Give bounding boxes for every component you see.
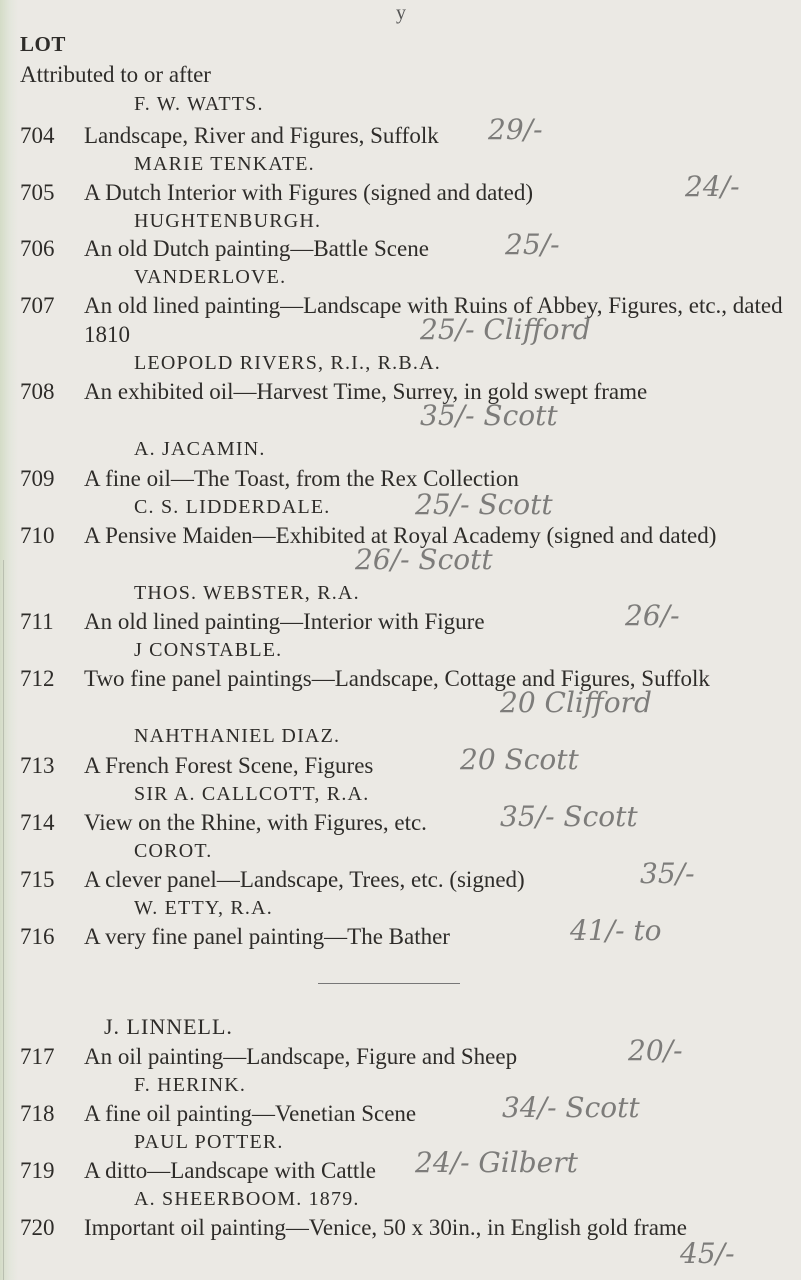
lot-description: An old lined painting—Landscape with Ruins of Abbey, Figures, etc., dated 1810 bbox=[84, 293, 783, 347]
lot-number: 719 bbox=[20, 1158, 55, 1183]
left-page-edge bbox=[0, 0, 18, 1280]
lot-number: 714 bbox=[20, 810, 55, 835]
handwritten-price: 24/- Gilbert bbox=[415, 1146, 578, 1179]
lot-artist: C. S. LIDDERDALE. bbox=[134, 496, 331, 518]
lot-number: 708 bbox=[20, 379, 55, 404]
lot-description: View on the Rhine, with Figures, etc. bbox=[84, 810, 427, 835]
lot-description: A Pensive Maiden—Exhibited at Royal Academy (signed and dated) bbox=[84, 523, 717, 548]
lot-number: 705 bbox=[20, 180, 55, 205]
handwritten-price: 41/- to bbox=[570, 914, 662, 947]
lot-number: 712 bbox=[20, 666, 55, 691]
lot-description: A clever panel—Landscape, Trees, etc. (signed) bbox=[84, 867, 525, 892]
page-mark: y bbox=[396, 2, 406, 24]
lot-number: 715 bbox=[20, 867, 55, 892]
lot-heading: LOT bbox=[20, 32, 66, 56]
handwritten-price: 35/- Scott bbox=[500, 800, 638, 833]
lot-artist: COROT. bbox=[134, 840, 213, 862]
lot-artist: THOS. WEBSTER, R.A. bbox=[134, 582, 360, 604]
lot-description: Landscape, River and Figures, Suffolk bbox=[84, 123, 439, 148]
lot-description: A French Forest Scene, Figures bbox=[84, 753, 374, 778]
lot-description: Important oil painting—Venice, 50 x 30in., in English gold frame bbox=[84, 1215, 688, 1240]
lot-artist: W. ETTY, R.A. bbox=[134, 897, 273, 919]
lot-artist: LEOPOLD RIVERS, R.I., R.B.A. bbox=[134, 352, 441, 374]
lot-artist: A. SHEERBOOM. 1879. bbox=[134, 1188, 360, 1210]
section-label: Attributed to or after bbox=[20, 62, 211, 87]
lot-artist: SIR A. CALLCOTT, R.A. bbox=[134, 783, 370, 805]
lot-number: 709 bbox=[20, 466, 55, 491]
lot-number: 704 bbox=[20, 123, 55, 148]
lot-artist: HUGHTENBURGH. bbox=[134, 210, 322, 232]
lot-description: An oil painting—Landscape, Figure and Sheep bbox=[84, 1044, 518, 1069]
lot-number: 716 bbox=[20, 924, 55, 949]
lot-artist: A. JACAMIN. bbox=[134, 438, 266, 460]
handwritten-price: 20 Clifford bbox=[500, 686, 652, 719]
lot-artist: J CONSTABLE. bbox=[134, 639, 283, 661]
handwritten-price: 25/- Clifford bbox=[420, 313, 591, 346]
lot-number: 711 bbox=[20, 609, 54, 634]
lot-number: 710 bbox=[20, 523, 55, 548]
lot-artist: PAUL POTTER. bbox=[134, 1131, 284, 1153]
lot-description: A fine oil—The Toast, from the Rex Collection bbox=[84, 466, 519, 491]
lot-number: 713 bbox=[20, 753, 55, 778]
handwritten-price: 35/- bbox=[640, 857, 695, 890]
handwritten-price: 20/- bbox=[628, 1034, 683, 1067]
lot-number: 717 bbox=[20, 1044, 55, 1069]
handwritten-price: 45/- bbox=[680, 1237, 735, 1270]
lot-description: A very fine panel painting—The Bather bbox=[84, 924, 450, 949]
lot-artist: VANDERLOVE. bbox=[134, 266, 287, 288]
handwritten-price: 26/- bbox=[625, 599, 680, 632]
handwritten-price: 29/- bbox=[488, 113, 543, 146]
lot-artist: MARIE TENKATE. bbox=[134, 153, 315, 175]
handwritten-price: 25/- Scott bbox=[415, 488, 553, 521]
handwritten-price: 34/- Scott bbox=[502, 1091, 640, 1124]
section-divider bbox=[318, 983, 460, 984]
lot-number: 707 bbox=[20, 293, 55, 318]
handwritten-price: 24/- bbox=[685, 170, 740, 203]
handwritten-price: 35/- Scott bbox=[420, 399, 558, 432]
lot-description: Two fine panel paintings—Landscape, Cottage and Figures, Suffolk bbox=[84, 666, 710, 691]
handwritten-price: 25/- bbox=[505, 228, 560, 261]
lot-number: 718 bbox=[20, 1101, 55, 1126]
lot-artist: NAHTHANIEL DIAZ. bbox=[134, 725, 341, 747]
sub-artist: J. LINNELL. bbox=[104, 1014, 233, 1039]
lot-description: An old Dutch painting—Battle Scene bbox=[84, 236, 429, 261]
lot-description: A fine oil painting—Venetian Scene bbox=[84, 1101, 417, 1126]
lot-artist: F. HERINK. bbox=[134, 1074, 247, 1096]
handwritten-price: 20 Scott bbox=[460, 743, 579, 776]
lot-description: An old lined painting—Interior with Figure bbox=[84, 609, 485, 634]
lot-number: 720 bbox=[20, 1215, 55, 1240]
top-artist: F. W. WATTS. bbox=[134, 93, 264, 115]
lot-description: An exhibited oil—Harvest Time, Surrey, in gold swept frame bbox=[84, 379, 648, 404]
lot-number: 706 bbox=[20, 236, 55, 261]
lot-description: A Dutch Interior with Figures (signed and dated) bbox=[84, 180, 534, 205]
handwritten-price: 26/- Scott bbox=[355, 543, 493, 576]
lot-description: A ditto—Landscape with Cattle bbox=[84, 1158, 376, 1183]
